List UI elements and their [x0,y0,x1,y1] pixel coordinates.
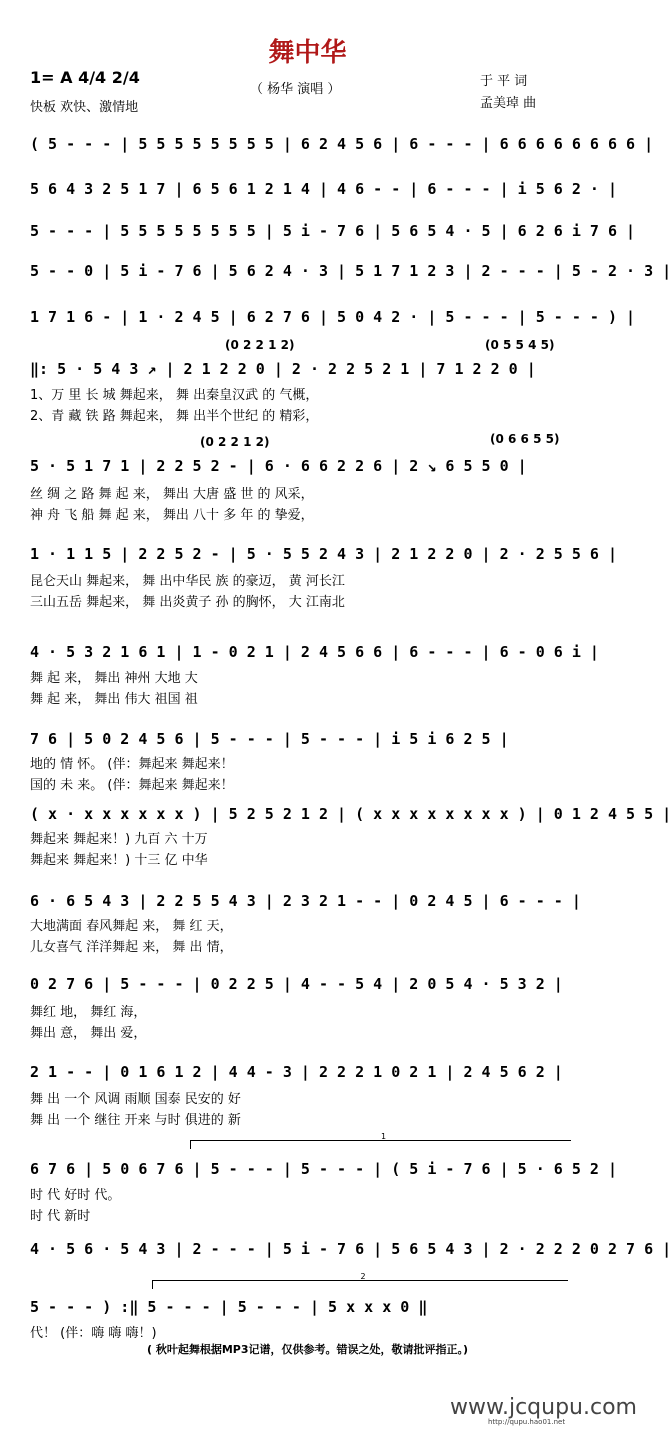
score-line-5: 1 7 1 6 - | 1 · 2 4 5 | 6 2 7 6 | 5 0 4 2 · | 5 - - - | 5 - - - ) | [30,308,636,326]
lyric-verse-1: 舞 出 一个 风调 雨顺 国泰 民安的 好 [30,1092,241,1107]
accompaniment-figure: (0 2 2 1 2) [225,338,295,352]
score-line-7: 5 · 5 1 7 1 | 2 2 5 2 - | 6 · 6 6 2 2 6 | 2 ↘ 6 5 5 0 | [30,457,527,475]
volta-number: 1 [381,1132,387,1141]
lyric-verse-2: 儿女喜气 洋洋舞起 来， 舞 出 情， [30,940,233,955]
score-line-12: 6 · 6 5 4 3 | 2 2 5 5 4 3 | 2 3 2 1 - - | 0 2 4 5 | 6 - - - | [30,892,581,910]
lyric-verse-2: 三山五岳 舞起来， 舞 出炎黄子 孙 的胸怀， 大 江南北 [30,595,345,610]
lyric-verse-1: 地的 情 怀。 (伴：舞起来 舞起来！ [30,757,234,772]
score-line-8: 1 · 1 1 5 | 2 2 5 2 - | 5 · 5 5 2 4 3 | 2 1 2 2 0 | 2 · 2 5 5 6 | [30,545,617,563]
composer-credit: 孟美琸 曲 [480,96,537,111]
lyric-verse-1: 舞 起 来， 舞出 神州 大地 大 [30,671,198,686]
lyric-verse-2: 时 代 新时 [30,1209,91,1224]
score-line-1: ( 5 - - - | 5 5 5 5 5 5 5 5 | 6 2 4 5 6 | 6 - - - | 6 6 6 6 6 6 6 6 | [30,135,654,153]
lyric-verse-2: 舞出 意， 舞出 爱， [30,1026,147,1041]
tempo-marking: 快板 欢快、激情地 [30,100,139,115]
lyric-verse-2: 舞 起 来， 舞出 伟大 祖国 祖 [30,692,198,707]
lyricist-credit: 于 平 词 [480,74,528,89]
accompaniment-figure: (0 2 2 1 2) [200,435,270,449]
lyric-verse-2: 神 舟 飞 船 舞 起 来， 舞出 八十 多 年 的 挚爱， [30,508,314,523]
lyric-verse-2: 舞起来 舞起来！) 十三 亿 中华 [30,853,208,868]
lyric-verse-2: 舞 出 一个 继往 开来 与时 俱进的 新 [30,1113,241,1128]
transcription-note: ( 秋叶起舞根据MP3记谱，仅供参考。错误之处，敬请批评指正。) [146,1343,469,1356]
volta-number: 2 [360,1272,366,1281]
lyric-verse-1: 舞起来 舞起来！) 九百 六 十万 [30,832,208,847]
score-line-17: 5 - - - ) :‖ 5 - - - | 5 - - - | 5 x x x 0 ‖ [30,1298,428,1316]
score-line-13: 0 2 7 6 | 5 - - - | 0 2 2 5 | 4 - - 5 4 | 2 0 5 4 · 5 3 2 | [30,975,563,993]
lyric-verse-1: 时 代 好时 代。 [30,1188,121,1203]
score-line-9: 4 · 5 3 2 1 6 1 | 1 - 0 2 1 | 2 4 5 6 6 | 6 - - - | 6 - 0 6 i | [30,643,599,661]
score-line-3: 5 - - - | 5 5 5 5 5 5 5 5 | 5 i - 7 6 | 5 6 5 4 · 5 | 6 2 6 i 7 6 | [30,222,636,240]
score-line-14: 2 1 - - | 0 1 6 1 2 | 4 4 - 3 | 2 2 2 1 0 2 1 | 2 4 5 6 2 | [30,1063,563,1081]
score-line-2: 5 6 4 3 2 5 1 7 | 6 5 6 1 2 1 4 | 4 6 - - | 6 - - - | i 5 6 2 · | [30,180,617,198]
lyric-verse-1: 大地满面 春风舞起 来， 舞 红 天， [30,919,233,934]
score-line-15: 6 7 6 | 5 0 6 7 6 | 5 - - - | 5 - - - | ( 5 i - 7 6 | 5 · 6 5 2 | [30,1160,617,1178]
lyric-verse-2: 2、青 藏 铁 路 舞起来， 舞 出半个世纪 的 精彩， [30,409,319,424]
lyric-verse-1: 舞红 地， 舞红 海， [30,1005,147,1020]
lyric-verse-1: 代！ (伴：嗨 嗨 嗨！) [30,1326,157,1341]
score-line-10: 7 6 | 5 0 2 4 5 6 | 5 - - - | 5 - - - | i 5 i 6 2 5 | [30,730,509,748]
score-line-6: ‖: 5 · 5 4 3 ↗ | 2 1 2 2 0 | 2 · 2 2 5 2 1 | 7 1 2 2 0 | [30,360,536,378]
volta-bracket-2 [152,1272,568,1289]
volta-bracket-1 [190,1132,571,1149]
key-signature: 1= A 4/4 2/4 [30,68,140,87]
score-line-4: 5 - - 0 | 5 i - 7 6 | 5 6 2 4 · 3 | 5 1 7 1 2 3 | 2 - - - | 5 - 2 · 3 | [30,262,671,280]
lyric-verse-1: 昆仑天山 舞起来， 舞 出中华民 族 的豪迈， 黄 河长江 [30,574,345,589]
accompaniment-figure: (0 5 5 4 5) [485,338,555,352]
lyric-verse-1: 1、万 里 长 城 舞起来， 舞 出秦皇汉武 的 气概， [30,388,319,403]
singer-credit: （ 杨华 演唱 ） [250,82,341,97]
site-watermark: www.jcqupu.com [450,1395,637,1420]
accompaniment-figure: (0 6 6 5 5) [490,432,560,446]
song-title: 舞中华 [268,38,347,68]
score-line-16: 4 · 5 6 · 5 4 3 | 2 - - - | 5 i - 7 6 | 5 6 5 4 3 | 2 · 2 2 2 0 2 7 6 | [30,1240,671,1258]
lyric-verse-2: 国的 未 来。 (伴：舞起来 舞起来！ [30,778,234,793]
score-line-11: ( x · x x x x x x ) | 5 2 5 2 1 2 | ( x x x x x x x x ) | 0 1 2 4 5 5 | [30,805,671,823]
lyric-verse-1: 丝 绸 之 路 舞 起 来， 舞出 大唐 盛 世 的 风采， [30,487,314,502]
site-watermark-url: http://qupu.hao01.net [488,1418,566,1426]
